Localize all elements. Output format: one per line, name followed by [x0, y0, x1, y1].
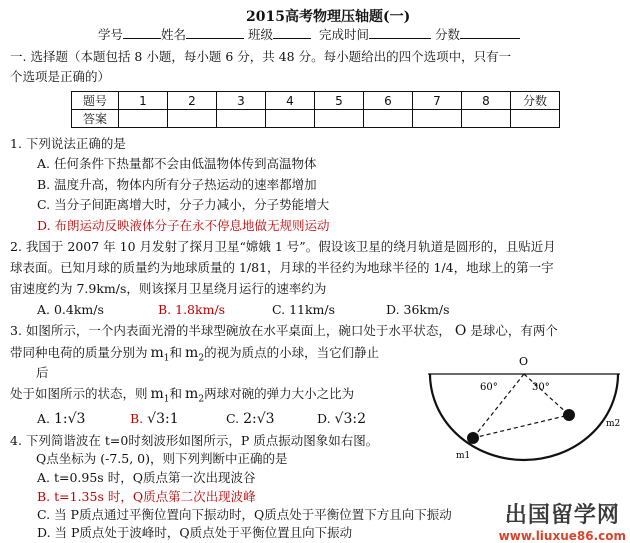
score-label: 分数: [434, 27, 460, 42]
bowl-figure: [420, 352, 630, 467]
q3-option-b-label: B.: [130, 411, 144, 426]
name-blank[interactable]: [186, 26, 244, 39]
ball-m1: [467, 432, 479, 444]
table-cell: 7: [413, 92, 462, 110]
figure-angle-60: 60°: [480, 382, 498, 393]
section-intro-line1: 一. 选择题（本题包括 8 小题，每小题 6 分，共 48 分。每小题给出的四个选项中，只有一: [10, 49, 512, 64]
q2-line1: 2. 我国于 2007 年 10 月发射了探月卫星“嫦娥 1 号”。假设该卫星的绕月轨道是圆形的，且贴近月: [10, 239, 556, 254]
q3-line4-text-a: 处于如图所示的状态，则: [10, 386, 148, 401]
watermark: [497, 498, 628, 543]
answer-cell-1[interactable]: [119, 110, 168, 128]
q3-m1-symbol: m: [150, 345, 164, 361]
q3-option-a: [37, 410, 85, 428]
q3-m1-subscript-2: 1: [163, 394, 170, 405]
section-intro-line2: 个选项是正确的）: [10, 69, 111, 84]
dashed-connecting-line: [473, 415, 569, 438]
q3-line1-text-b: 是球心，有两个: [470, 323, 558, 338]
answer-cell-5[interactable]: [315, 110, 364, 128]
q1-option-c: C. 当分子间距离增大时，分子力减小，分子势能增大: [37, 197, 330, 212]
q3-line2: [10, 344, 379, 368]
answer-cell-3[interactable]: [217, 110, 266, 128]
table-cell: 答案: [72, 110, 119, 128]
answer-table: [71, 91, 560, 128]
q3-option-b-expr: √3:1: [147, 411, 179, 427]
table-cell: 6: [364, 92, 413, 110]
table-cell: 2: [168, 92, 217, 110]
q2-line3: 宙速度约为 7.9km/s，则该探月卫星绕月运行的速率约为: [10, 281, 327, 296]
q4-option-c: C. 当 P质点通过平衡位置向下振动时，Q质点处于平衡位置下方且向下振动: [37, 507, 452, 522]
q2-option-c: C. 11km/s: [272, 302, 336, 317]
name-label: 姓名: [161, 27, 187, 42]
table-cell: 分数: [511, 92, 560, 110]
answer-cell-score[interactable]: [511, 110, 560, 128]
class-blank[interactable]: [273, 26, 311, 39]
answer-cell-6[interactable]: [364, 110, 413, 128]
q3-m1-subscript: 1: [163, 353, 170, 364]
q3-and: 和: [169, 345, 183, 360]
time-label: 完成时间: [318, 27, 369, 42]
figure-m1-label: m1: [456, 451, 471, 461]
q3-line4: [10, 385, 354, 409]
answer-table-header-row: [72, 92, 560, 110]
bowl-arc: [430, 374, 621, 460]
table-cell: 8: [462, 92, 511, 110]
q3-option-c-label: C.: [226, 411, 240, 426]
answer-cell-7[interactable]: [413, 110, 462, 128]
q3-line1-text-a: 3. 如图所示，一个内表面光滑的半球型碗放在水平桌面上，碗口处于水平状态，: [10, 323, 451, 338]
q3-m2-subscript: 2: [198, 353, 205, 364]
answer-cell-2[interactable]: [168, 110, 217, 128]
watermark-url: www.liuxue86.com: [498, 529, 626, 543]
table-cell: 5: [315, 92, 364, 110]
table-cell: 1: [119, 92, 168, 110]
q2-option-b: B. 1.8km/s: [158, 302, 226, 317]
figure-center-label: O: [519, 355, 529, 368]
page-title: 2015高考物理压轴题(一): [246, 9, 411, 25]
table-cell: 3: [217, 92, 266, 110]
q3-option-a-label: A.: [37, 411, 51, 426]
q3-line2-text-a: 带同种电荷的质量分别为: [10, 345, 148, 360]
time-blank[interactable]: [369, 26, 431, 39]
q1-option-a: A. 任何条件下热量都不会由低温物体传到高温物体: [37, 156, 317, 171]
dashed-radius-m2: [524, 374, 569, 415]
q2-option-a: A. 0.4km/s: [37, 302, 104, 317]
q4-line2: Q点坐标为 (-7.5, 0)，则下列判断中正确的是: [36, 451, 288, 466]
q3-line4-text-b: 两球对碗的弹力大小之比为: [204, 386, 355, 401]
q3-line2-text-b: 的视为质点的小球，当它们静止: [204, 345, 380, 360]
score-blank[interactable]: [460, 26, 520, 39]
q4-line1: 4. 下列简谐波在 t=0时刻波形如图所示，P 质点振动图象如右图。: [10, 433, 379, 448]
q3-m2-symbol-2: m: [185, 386, 199, 402]
figure-m2-label: m2: [606, 419, 621, 429]
q1-option-b: B. 温度升高，物体内所有分子热运动的速率都增加: [37, 177, 317, 192]
q4-option-a: A. t=0.95s 时，Q质点第一次出现波谷: [37, 470, 256, 485]
q3-option-d-expr: √3:2: [334, 411, 366, 427]
student-info-line: [98, 26, 520, 43]
q3-m1-symbol-2: m: [150, 386, 164, 402]
table-cell: 4: [266, 92, 315, 110]
q3-m2-subscript-2: 2: [198, 394, 205, 405]
q2-line2: 球表面。已知月球的质量约为地球质量的 1/81，月球的半径约为地球半径的 1/4，地球上的第一宇: [10, 260, 554, 275]
q1-stem: 1. 下列说法正确的是: [10, 136, 126, 151]
q3-line1: [10, 322, 558, 340]
table-cell: 题号: [72, 92, 119, 110]
q3-option-d: [317, 410, 366, 428]
q3-option-a-expr: 1:√3: [54, 411, 86, 427]
watermark-cn: 出国留学网: [504, 503, 620, 528]
q1-option-d: D. 布朗运动反映液体分子在永不停息地做无规则运动: [37, 218, 330, 233]
q3-option-c: [226, 410, 275, 428]
answer-table-answer-row: [72, 110, 560, 128]
q3-m2-symbol: m: [185, 345, 199, 361]
student-id-label: 学号: [98, 27, 124, 42]
class-label: 班级: [248, 27, 274, 42]
q4-option-b: B. t=1.35s 时，Q质点第二次出现波峰: [37, 489, 256, 504]
student-id-blank[interactable]: [123, 26, 161, 39]
q3-option-d-label: D.: [317, 411, 331, 426]
ball-m2: [563, 409, 575, 421]
q3-center-label: O: [454, 323, 467, 339]
answer-cell-4[interactable]: [266, 110, 315, 128]
q2-option-d: D. 36km/s: [386, 302, 450, 317]
q3-option-c-expr: 2:√3: [243, 411, 275, 427]
answer-cell-8[interactable]: [462, 110, 511, 128]
q3-and-2: 和: [169, 386, 183, 401]
q3-option-b: [130, 410, 179, 428]
q3-line3: 后: [36, 365, 49, 380]
figure-angle-30: 30°: [532, 382, 550, 393]
q4-option-d: D. 当 P质点处于波峰时，Q质点处于平衡位置且向下振动: [37, 525, 353, 540]
